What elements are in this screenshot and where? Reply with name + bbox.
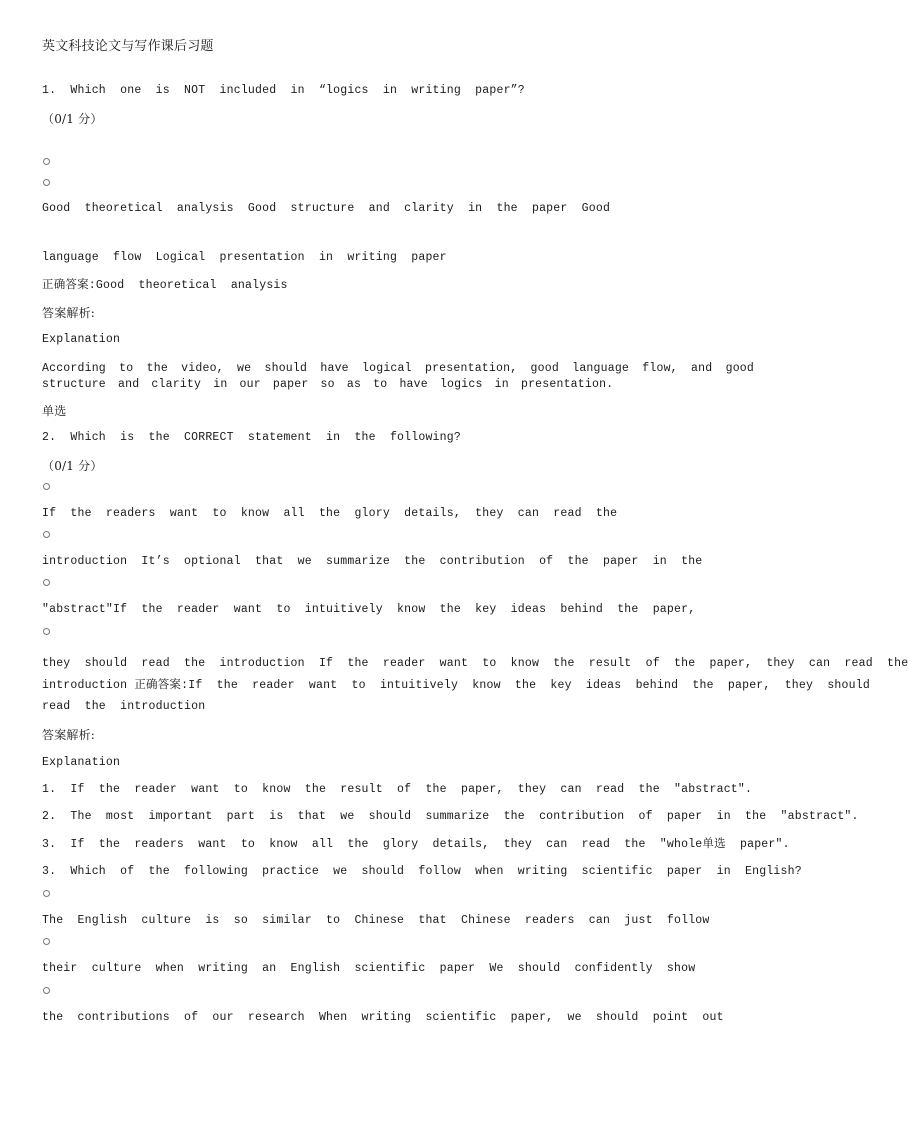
- q3-radio-option-3[interactable]: [43, 987, 50, 994]
- question-1-options-line-2: language flow Logical presentation in writing paper: [42, 251, 447, 264]
- question-2-explanation-label: Explanation: [42, 756, 121, 769]
- q2-radio-option-2[interactable]: [43, 531, 50, 538]
- question-2-explanation-1: 1. If the reader want to know the result of the paper, they can read the "abstract".: [42, 783, 753, 796]
- question-1-type: 单选: [42, 404, 67, 418]
- page-title: 英文科技论文与写作课后习题: [42, 39, 214, 54]
- question-3-line-1: The English culture is so similar to Chinese that Chinese readers can just follow: [42, 914, 710, 927]
- question-2-analysis-label: 答案解析:: [42, 728, 96, 742]
- question-2-text: 2. Which is the CORRECT statement in the following?: [42, 431, 461, 444]
- q3-radio-option-1[interactable]: [43, 890, 50, 897]
- question-1-explanation-label: Explanation: [42, 333, 121, 346]
- question-1-options-line-1: Good theoretical analysis Good structure and clarity in the paper Good: [42, 202, 611, 215]
- question-1-score: （0/1 分）: [42, 112, 103, 126]
- question-1-analysis-label: 答案解析:: [42, 306, 96, 320]
- question-3-text: 3. Which of the following practice we should follow when writing scientific paper in English?: [42, 865, 802, 878]
- q2-radio-option-3[interactable]: [43, 579, 50, 586]
- question-2-explanation-2: 2. The most important part is that we should summarize the contribution of paper in the "abstract".: [42, 810, 859, 823]
- question-3-line-2: their culture when writing an English scientific paper We should confidently show: [42, 962, 696, 975]
- question-2-line-4: they should read the introduction If the reader want to know the result of the paper, they can read the: [42, 657, 908, 670]
- question-1-text: 1. Which one is NOT included in “logics in writing paper”?: [42, 84, 525, 97]
- question-1-correct-answer: 正确答案:Good theoretical analysis: [42, 279, 288, 292]
- q1-radio-option-2[interactable]: [43, 179, 50, 186]
- q2-radio-option-4[interactable]: [43, 628, 50, 635]
- question-2-score: （0/1 分）: [42, 459, 103, 473]
- question-2-line-5: introduction 正确答案:If the reader want to intuitively know the key ideas behind the paper, they should: [42, 679, 870, 692]
- q3-radio-option-2[interactable]: [43, 938, 50, 945]
- question-2-explanation-3: 3. If the readers want to know all the glory details, they can read the "whole单选 paper".: [42, 838, 790, 851]
- question-1-explanation: According to the video, we should have logical presentation, good language flow, and good structure and clarity in our paper so as to have logics in presentation.: [42, 362, 754, 391]
- question-3-line-3: the contributions of our research When writing scientific paper, we should point out: [42, 1011, 724, 1024]
- question-2-line-3: "abstract"If the reader want to intuitively know the key ideas behind the paper,: [42, 603, 696, 616]
- question-2-line-6: read the introduction: [42, 700, 206, 713]
- question-2-line-1: If the readers want to know all the glory details, they can read the: [42, 507, 618, 520]
- q2-radio-option-1[interactable]: [43, 483, 50, 490]
- q1-radio-option-1[interactable]: [43, 158, 50, 165]
- question-2-line-2: introduction It’s optional that we summarize the contribution of the paper in the: [42, 555, 703, 568]
